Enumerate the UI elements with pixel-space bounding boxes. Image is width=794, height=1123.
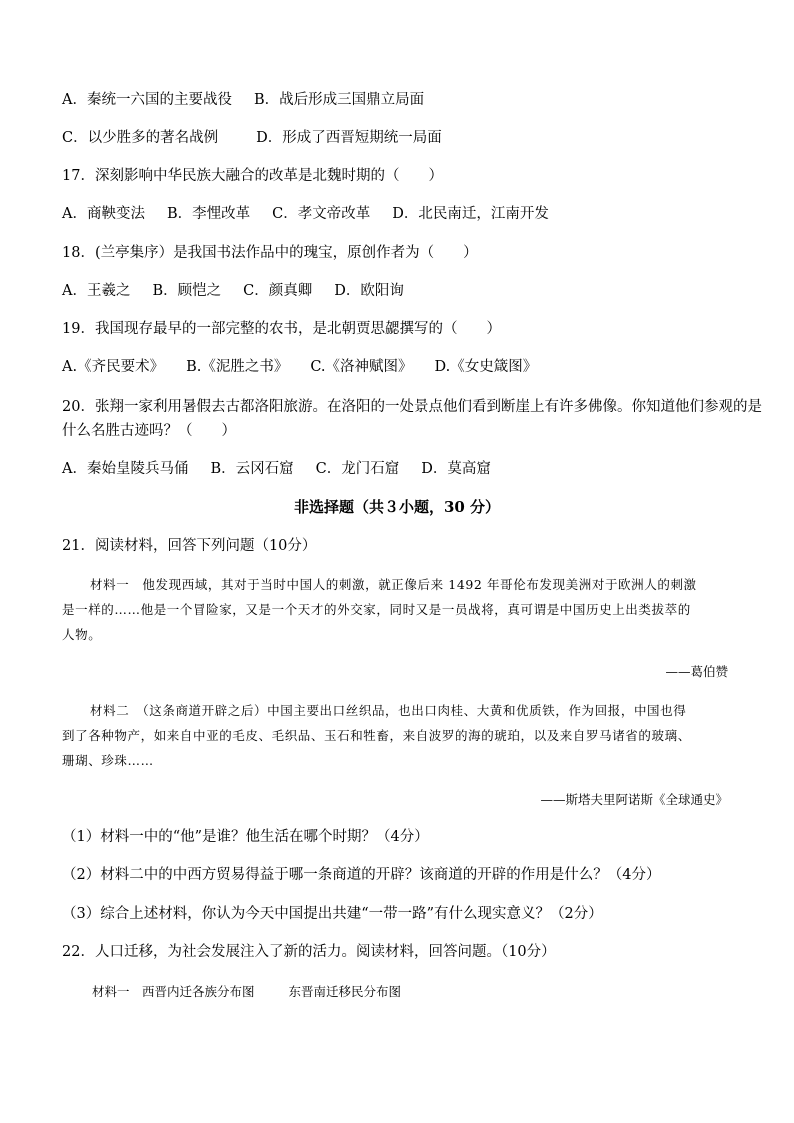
q17-option-a: A．商鞅变法 xyxy=(62,206,145,222)
q19-option-b: B.《泥胜之书》 xyxy=(186,359,289,375)
q19-option-a: A.《齐民要术》 xyxy=(62,359,165,375)
q21-sub2: （2）材料二中的中西方贸易得益于哪一条商道的开辟？该商道的开辟的作用是什么？（4分） xyxy=(62,867,661,883)
q19-stem: 19．我国现存最早的一部完整的农书，是北朝贾思勰撰写的（ ） xyxy=(62,321,501,337)
q21-material-1 xyxy=(62,572,734,647)
q19-options xyxy=(62,357,537,377)
q16-options-row2 xyxy=(62,128,442,148)
q20-option-b: B．云冈石窟 xyxy=(210,461,294,477)
q16-option-c: C．以少胜多的著名战例 xyxy=(62,130,219,146)
q22-map-label: 东晋南迁移民分布图 xyxy=(288,984,402,999)
q17-option-b: B．李悝改革 xyxy=(166,206,251,222)
q16-options-row1 xyxy=(62,90,424,110)
q21-material-2 xyxy=(62,698,734,773)
q18-option-a: A．王羲之 xyxy=(62,283,131,299)
q20-stem-line2: 什么名胜古迹吗？（ ） xyxy=(62,423,236,439)
section-title: 非选择题（共３小题，30 分） xyxy=(293,498,501,516)
q19-option-c: C.《洛神赋图》 xyxy=(310,359,413,375)
q19-option-d: D.《女史箴图》 xyxy=(434,359,538,375)
q17-option-d: D．北民南迁，江南开发 xyxy=(392,206,549,222)
q21-sub1: （1）材料一中的“他”是谁？他生活在哪个时期？（4分） xyxy=(62,829,429,845)
q17-stem: 17．深刻影响中华民族大融合的改革是北魏时期的（ ） xyxy=(62,168,443,184)
q16-option-b: B．战后形成三国鼎立局面 xyxy=(253,92,425,108)
q21-source-1: ——葛伯赞 xyxy=(665,664,728,679)
q16-option-d: D．形成了西晋短期统一局面 xyxy=(256,130,442,146)
q20-option-d: D．莫高窟 xyxy=(421,461,491,477)
q22-stem: 22．人口迁移，为社会发展注入了新的活力。阅读材料，回答问题。（10分） xyxy=(62,944,556,960)
q21-material1-line1: 材料一 他发现西域，其对于当时中国人的刺激，就正像后来 1492 年哥伦布发现美洲对于欧洲人的刺激 xyxy=(90,577,697,592)
q18-option-b: B．顾恺之 xyxy=(152,283,222,299)
q22-material-label: 材料一 西晋内迁各族分布图 xyxy=(92,984,255,999)
q20-option-c: C．龙门石窟 xyxy=(315,461,400,477)
q21-material2-line3: 珊瑚、珍珠…… xyxy=(62,753,154,768)
q21-material1-line3: 人物。 xyxy=(62,627,102,642)
q17-option-c: C．孝文帝改革 xyxy=(272,206,371,222)
q21-material2-line1: 材料二 （这条商道开辟之后）中国主要出口丝织品，也出口肉桂、大黄和优质铁，作为回报，中国也得 xyxy=(90,703,687,718)
q18-options xyxy=(62,281,404,301)
q18-option-d: D．欧阳询 xyxy=(334,283,404,299)
q16-option-a: A．秦统一六国的主要战役 xyxy=(62,92,232,108)
q21-material2-line2: 到了各种物产，如来自中亚的毛皮、毛织品、玉石和牲畜，来自波罗的海的琥珀，以及来自罗马诸省的玻璃、 xyxy=(62,728,691,743)
q22-material-labels xyxy=(92,982,401,1002)
q18-option-c: C．颜真卿 xyxy=(243,283,313,299)
q21-material1-line2: 是一样的……他是一个冒险家，又是一个天才的外交家，同时又是一员战将，真可谓是中国历史上出类拔萃的 xyxy=(62,602,691,617)
q20-stem-line1: 20．张翔一家利用暑假去古都洛阳旅游。在洛阳的一处景点他们看到断崖上有许多佛像。你知道他们参观的是 xyxy=(62,399,762,415)
q18-stem: 18．(兰亭集序）是我国书法作品中的瑰宝，原创作者为（ ） xyxy=(62,245,478,261)
q21-source-2: ——斯塔夫里阿诺斯《全球通史》 xyxy=(540,792,728,807)
q20-option-a: A．秦始皇陵兵马俑 xyxy=(62,461,189,477)
q21-sub3: （3）综合上述材料，你认为今天中国提出共建“一带一路”有什么现实意义？（2分） xyxy=(62,906,603,922)
q17-options xyxy=(62,204,549,224)
q21-stem: 21．阅读材料，回答下列问题（10分） xyxy=(62,538,317,554)
q20-options xyxy=(62,459,491,479)
